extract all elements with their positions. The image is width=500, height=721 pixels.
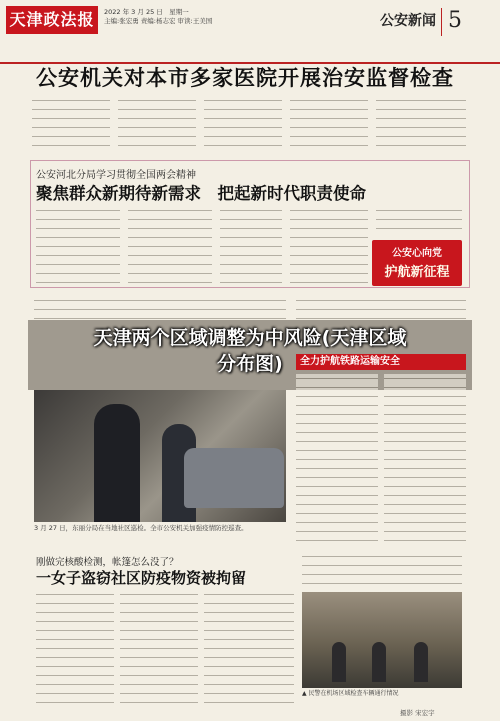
issue-date: 2022 年 3 月 25 日 星期一	[104, 8, 189, 16]
photo-caption: 3 月 27 日，东丽分局在当地社区巡检。全市公安机关加强疫情防控巡查。	[34, 524, 248, 532]
airport-check-photo	[302, 592, 462, 688]
badge-line1: 公安心向党	[392, 248, 442, 259]
article2-headline: 聚焦群众新期待新需求 把起新时代职责使命	[36, 184, 366, 203]
article2-subtitle: 公安河北分局学习贯彻全国两会精神	[36, 170, 196, 181]
masthead	[0, 0, 500, 64]
officer-figure-1	[332, 642, 346, 682]
article4-headline: 一女子盗窃社区防疫物资被拘留	[36, 569, 247, 587]
party-badge	[372, 240, 462, 286]
editor-line: 主编:张宏勇 责编:杨志宏 审读:王美国	[104, 17, 213, 25]
officer-figure-2	[372, 642, 386, 682]
article2-body-col4	[290, 206, 368, 286]
article4-body-col3	[204, 590, 294, 706]
issue-meta	[104, 8, 234, 26]
article1-body-col1	[32, 96, 110, 154]
photo-credit: 摄影 宋宏宇	[400, 709, 435, 717]
article4-body-col1	[36, 590, 114, 706]
article2-body-col3	[220, 206, 282, 286]
overlay-headline-line1: 天津两个区域调整为中风险(天津区域	[93, 327, 407, 349]
section-title: 公安新闻	[380, 13, 436, 29]
police-officer-figure	[94, 404, 140, 522]
article3-body-col3	[302, 552, 462, 586]
article2-body-col1	[36, 206, 120, 286]
photo2-caption: ▲ 民警在机场区域检查车辆通行情况	[302, 690, 399, 697]
article1-body-col4	[290, 96, 368, 154]
article1-headline: 公安机关对本市多家医院开展治安监督检查	[36, 65, 454, 90]
article2-body-col2	[128, 206, 212, 286]
article1-body-col5	[376, 96, 466, 154]
page-number: 5	[448, 8, 462, 33]
article3-body-col1	[296, 374, 378, 546]
officer-figure-3	[414, 642, 428, 682]
overlay-headline-line2: 分布图)	[217, 353, 283, 375]
article1-body-col2	[118, 96, 196, 154]
article3-body-col2	[384, 374, 466, 546]
article4-body-col2	[120, 590, 198, 706]
police-checkpoint-photo	[34, 390, 286, 522]
car-figure	[184, 448, 284, 508]
article4-subtitle: 刚做完核酸检测，帐篷怎么没了？	[36, 557, 179, 568]
article3-side-headline: 全力护航铁路运输安全	[296, 354, 466, 370]
badge-line2: 护航新征程	[384, 265, 450, 280]
article1-body-col3	[204, 96, 282, 154]
newspaper-logo: 天津政法报	[6, 6, 98, 34]
header-divider	[441, 8, 442, 36]
article2-body-col5	[376, 206, 462, 236]
